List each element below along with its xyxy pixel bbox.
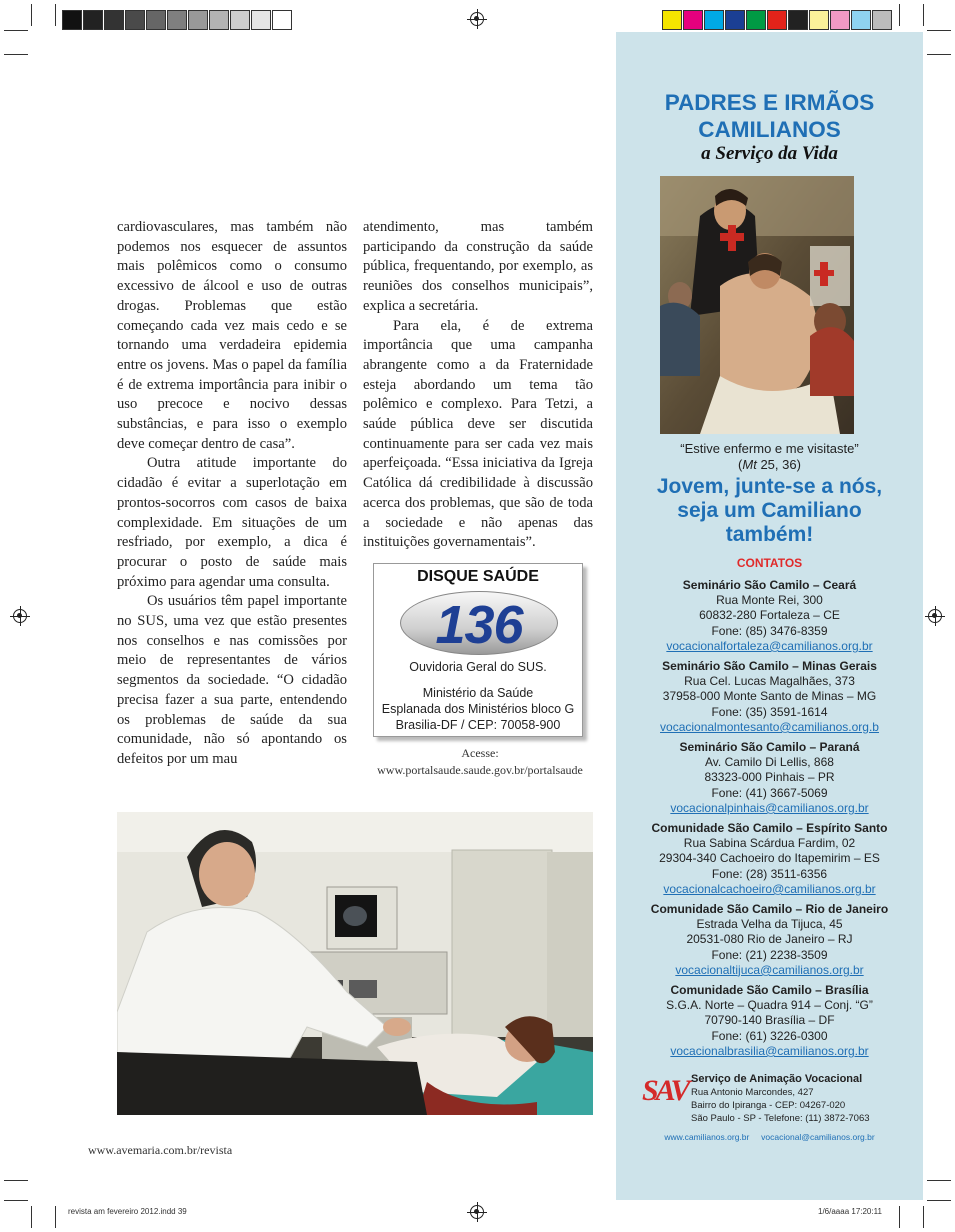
scripture-quote: “Estive enfermo e me visitaste” (Mt 25, 36) (680, 441, 859, 472)
disque-saude-box (373, 563, 583, 737)
crop-mark (927, 30, 951, 31)
crop-mark (4, 1180, 28, 1181)
email-link[interactable]: vocacionaltijuca@camilianos.org.br (675, 962, 864, 977)
paragraph: Outra atitude importante do cidadão é evitar a superlotação em prontos-socorros com casos de baixa complexidade. Em situações de um resfriado, por exemplo, a dica é procurar o posto de saúde mais próximo para agendar uma consulta. (117, 455, 347, 590)
email-link[interactable]: vocacionalcachoeiro@camilianos.org.br (663, 881, 876, 896)
contact-block: Comunidade São Camilo – Rio de Janeiro Estrada Velha da Tijuca, 45 20531-080 Rio de Janeiro – RJ Fone: (21) 2238-3509 vocacionaltijuca@camilianos.org.br (650, 902, 889, 977)
crop-mark (31, 1206, 32, 1228)
crop-mark (923, 4, 924, 26)
ministerio-address: Ministério da Saúde Esplanada dos Ministérios bloco G Brasilia-DF / CEP: 70058-900 (381, 686, 575, 732)
crop-mark (923, 1206, 924, 1228)
sav-links (616, 1132, 923, 1142)
crop-mark (927, 1200, 951, 1201)
contact-block: Comunidade São Camilo – Espírito Santo Rua Sabina Scárdua Fardim, 02 29304-340 Cachoeiro do Itapemirim – ES Fone: (28) 3511-6356 vocacionalcachoeiro@camilianos.org.br (651, 821, 888, 896)
contact-block: Seminário São Camilo – Minas Gerais Rua Cel. Lucas Magalhães, 373 37958-000 Monte Santo de Minas – MG Fone: (35) 3591-1614 vocacionalmontesanto@camilianos.org.b (660, 659, 879, 734)
email-link[interactable]: vocacionalfortaleza@camilianos.org.br (666, 638, 873, 653)
vocation-call: Jovem, junte-se a nós, seja um Camiliano também! (656, 475, 883, 546)
registration-mark-icon (13, 609, 27, 623)
paragraph: cardiovasculares, mas também não podemos nos esquecer de assuntos mais polêmicos como o consumo excessivo de álcool e uso de outras drogas. Problemas que estão começando cada vez mais cedo e se tornando uma verdadeira epidemia entre os jovens. Mas o papel da família é de extrema importância para inibir o uso precoce e nocivo dessas substâncias, e para isso o exemplo deve começar dentro de casa”. (117, 219, 347, 452)
crop-mark (899, 1206, 900, 1228)
email-link[interactable]: vocacionalmontesanto@camilianos.org.b (660, 719, 879, 734)
camilianos-sidebar (616, 32, 923, 1200)
ouvidoria-label: Ouvidoria Geral do SUS. (409, 660, 547, 674)
contact-block: Seminário São Camilo – Paraná Av. Camilo Di Lellis, 868 83323-000 Pinhais – PR Fone: (41) 3667-5069 vocacionalpinhais@camilianos.org.br (670, 740, 869, 815)
email-link[interactable]: vocacionalpinhais@camilianos.org.br (670, 800, 869, 815)
portal-link[interactable]: www.portalsaude.saude.gov.br/portalsaude (377, 763, 583, 777)
registration-mark-icon (928, 609, 942, 623)
slug-timestamp: 1/6/aaaa 17:20:11 (818, 1207, 882, 1216)
registration-mark-icon (470, 1205, 484, 1219)
paragraph: atendimento, mas também participando da construção da saúde pública, frequentando, por exemplo, as reuniões dos conselhos municipais”, explica a secretária. (363, 219, 593, 314)
sidebar-title: PADRES E IRMÃOS CAMILIANOS (664, 90, 875, 142)
crop-mark (4, 30, 28, 31)
footer-url[interactable]: www.avemaria.com.br/revista (88, 1143, 233, 1157)
paragraph: Os usuários têm papel importante no SUS, uma vez que estão presentes nos conselhos e nas comissões por meio de representantes de vários segmentos da sociedade. “O cidadão precisa fazer a sua parte, entendendo os problemas de saúde da sua comunidade, não só apontando os defeitos por um mau (117, 593, 347, 767)
acesse-caption: Acesse: www.portalsaude.saude.gov.br/portalsaude (366, 745, 594, 779)
email-link[interactable]: vocacionalbrasilia@camilianos.org.br (670, 1043, 869, 1058)
disque-title: DISQUE SAÚDE (417, 568, 539, 585)
crop-mark (899, 4, 900, 26)
crop-mark (55, 4, 56, 26)
crop-mark (927, 54, 951, 55)
sav-address: Serviço de Animação Vocacional Rua Antonio Marcondes, 427 Bairro do Ipiranga - CEP: 04267-020 São Paulo - SP - Telefone: (11) 3872-7063 (691, 1073, 870, 1124)
article-column-1 (117, 218, 347, 770)
saint-camillus-painting (660, 176, 854, 434)
crop-mark (4, 54, 28, 55)
ultrasound-photo (117, 812, 593, 1115)
number-oval (400, 591, 558, 655)
sidebar-subtitle: a Serviço da Vida (701, 143, 838, 164)
site-link[interactable]: www.camilianos.org.br (664, 1132, 750, 1142)
contatos-heading: CONTATOS (736, 556, 803, 570)
contact-block: Seminário São Camilo – Ceará Rua Monte Rei, 300 60832-280 Fortaleza – CE Fone: (85) 3476-8359 vocacionalfortaleza@camilianos.org.br (666, 578, 873, 653)
paragraph: Para ela, é de extrema importância que uma campanha abrangente como a da Fraternidade esteja abordando um tema tão polêmico e complexo. Para Tetzi, a saúde pública deve ser discutida continuamente para ser cada vez mais aperfeiçoada. “Essa iniciativa da Igreja Católica dá credibilidade à discussão acerca dos problemas, que são de toda a sociedade e não apenas das instituições governamentais”. (363, 317, 593, 551)
registration-mark-icon (470, 12, 484, 26)
sav-logo: SAV (642, 1074, 688, 1107)
contact-block: Comunidade São Camilo – Brasília S.G.A. Norte – Quadra 914 – Conj. “G” 70790-140 Brasília – DF Fone: (61) 3226-0300 vocacionalbrasilia@camilianos.org.br (666, 983, 873, 1058)
crop-mark (31, 4, 32, 26)
email-link[interactable]: vocacional@camilianos.org.br (761, 1132, 875, 1142)
phone-number: 136 (435, 595, 523, 655)
crop-mark (4, 1200, 28, 1201)
article-column-2 (363, 218, 593, 553)
slug-filename: revista am fevereiro 2012.indd 39 (68, 1207, 187, 1216)
crop-mark (927, 1180, 951, 1181)
crop-mark (55, 1206, 56, 1228)
